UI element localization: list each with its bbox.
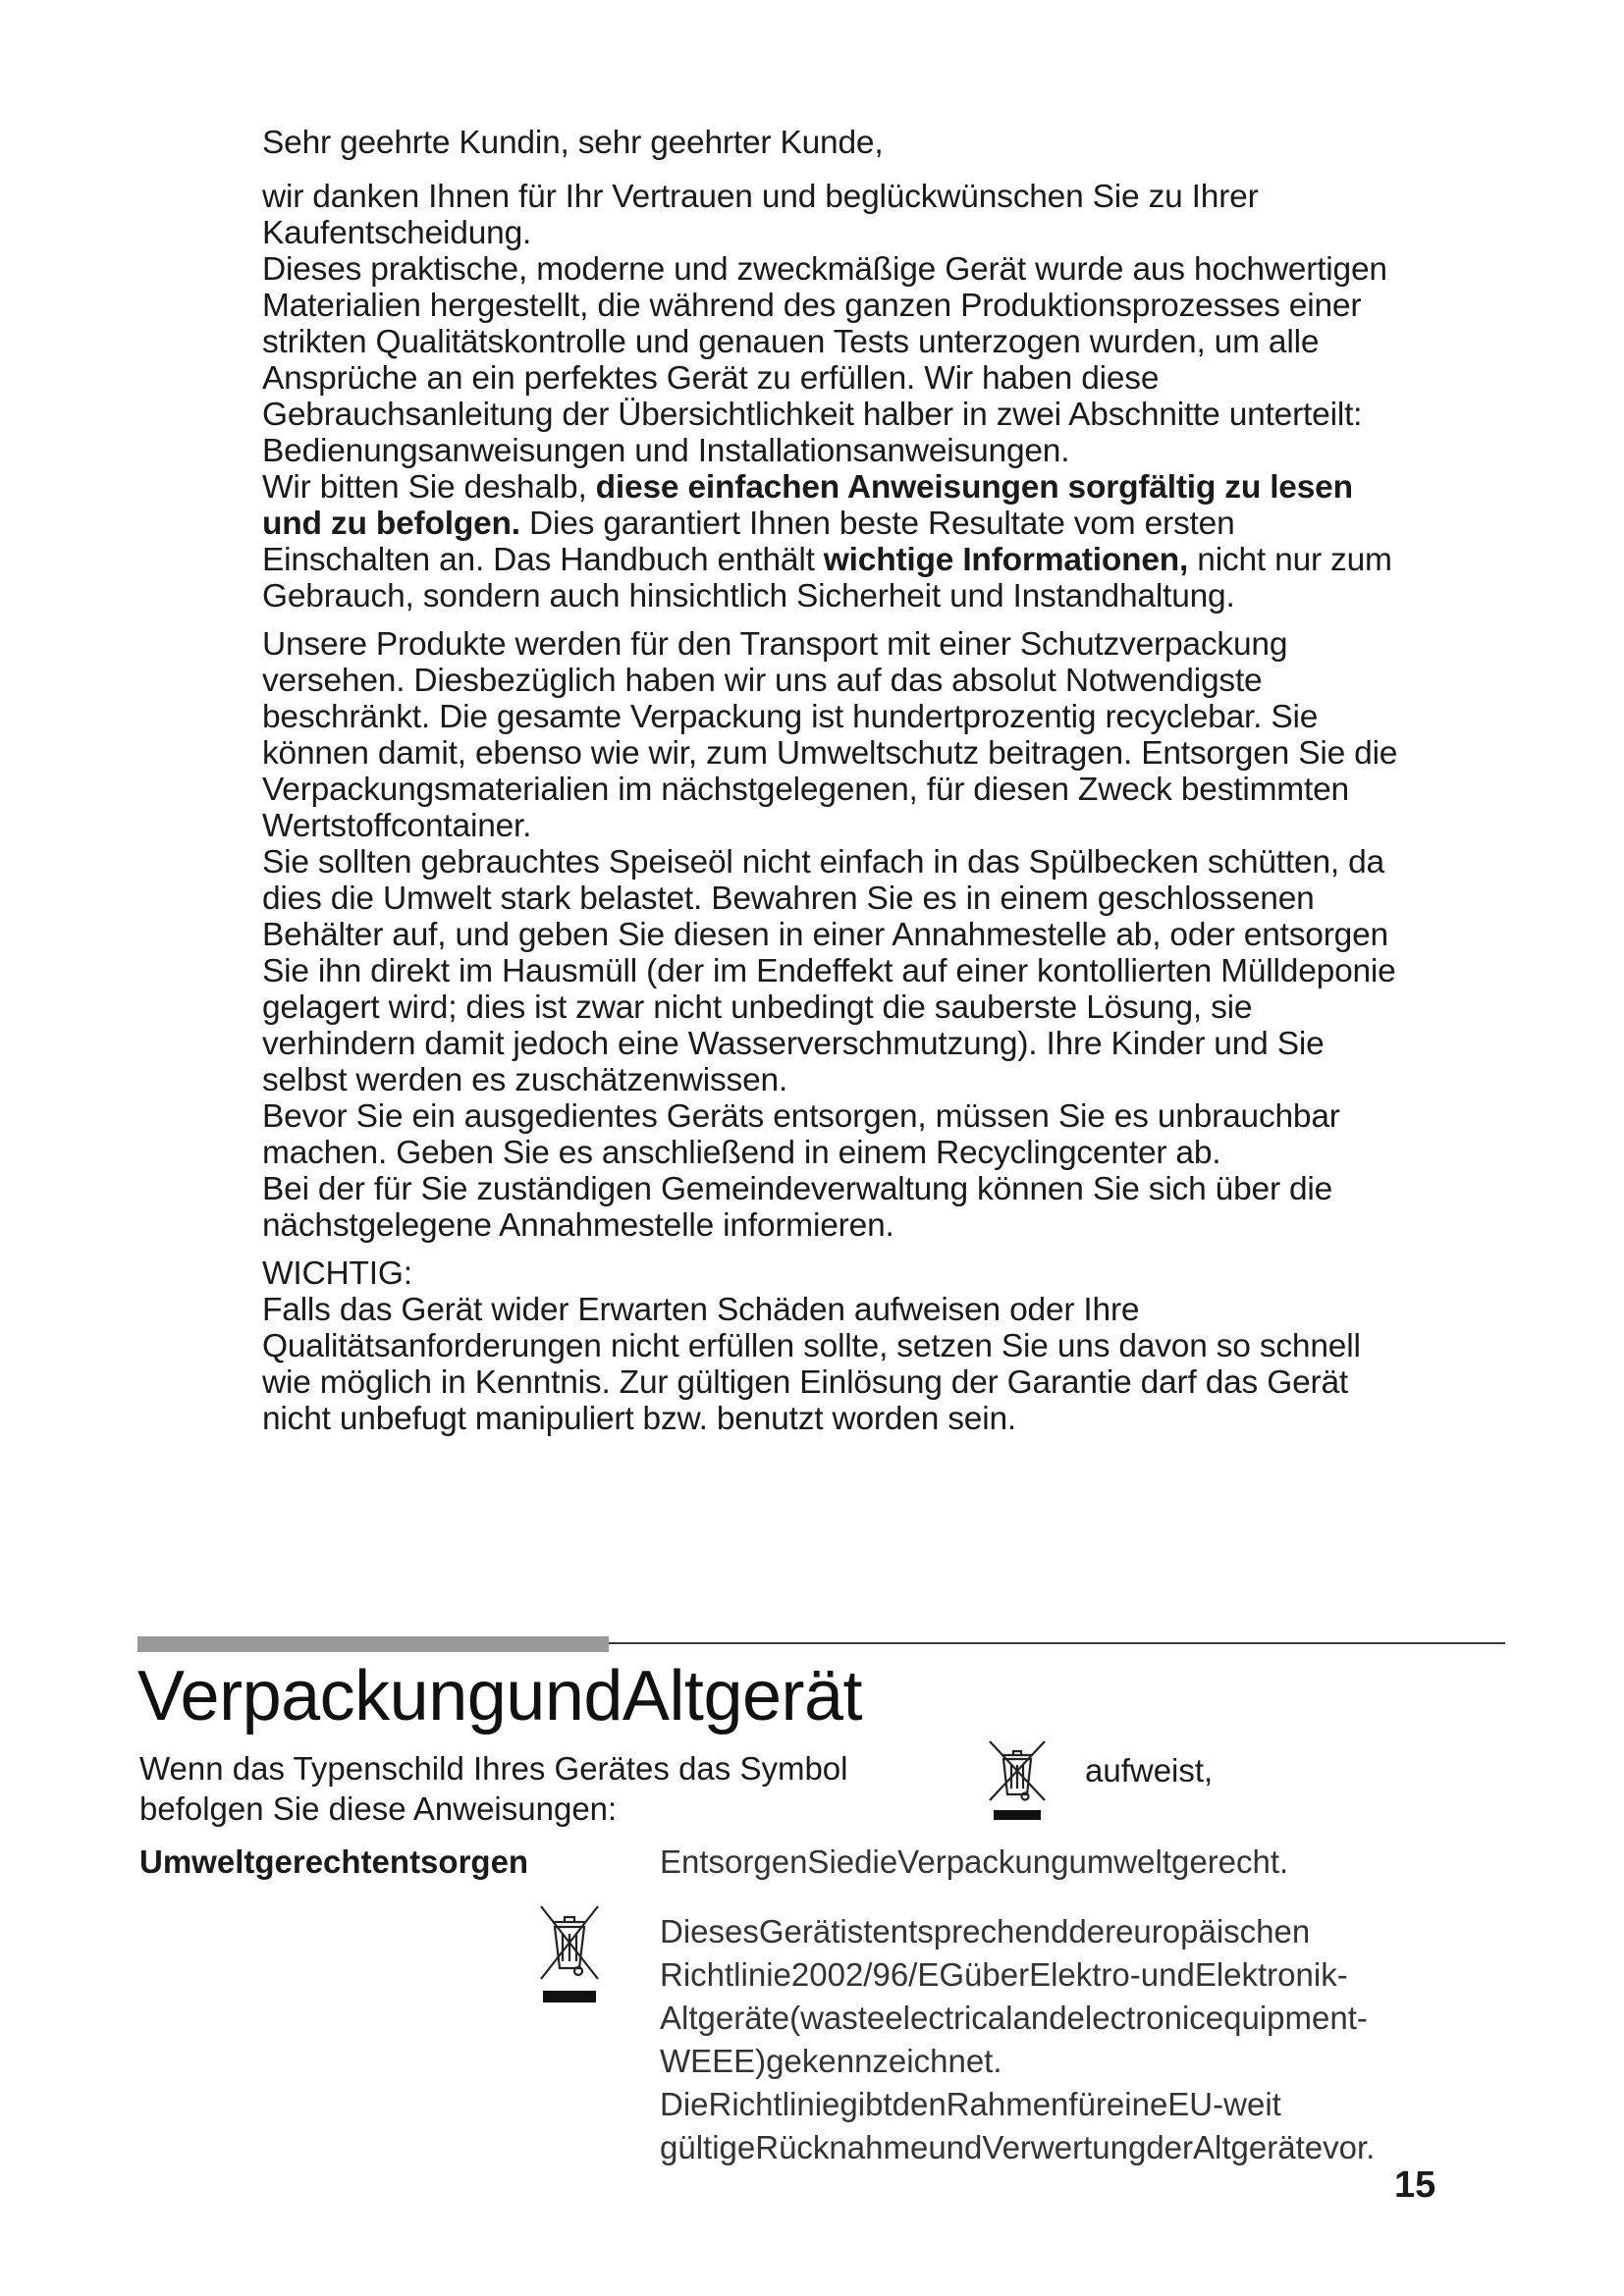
text-run: Dies garantiert Ihnen beste Resultate vom ersten Einschalten an. Das Handbuch enthält xyxy=(262,506,1235,578)
directive-line: Richtlinie2002/96/EGüberElektro-undElektronik- xyxy=(660,1956,1348,1993)
intro-line-1: Wenn das Typenschild Ihres Gerätes das Symbol xyxy=(139,1750,848,1787)
section-divider-accent xyxy=(137,1636,609,1652)
introduction-letter xyxy=(262,125,1401,1437)
intro-after-symbol: aufweist, xyxy=(1085,1752,1214,1789)
crossed-out-wheelie-bin-icon xyxy=(535,1896,604,2004)
directive-line: DieRichtliniegibtdenRahmenfüreineEU-weit xyxy=(660,2086,1281,2122)
paragraph-packaging: Unsere Produkte werden für den Transport mit einer Schutzverpackung versehen. Diesbezüglich haben wir uns auf das absolut Notwendigste beschränkt. Die gesamte Verpackung ist hundertprozentig recyclebar. Sie können damit, ebenso wie wir, zum Umweltschutz beitragen. Entsorgen Sie die Verpackungsmaterialien im nächstgelegenen, für diesen Zweck bestimmten Wertstoffcontainer. xyxy=(262,626,1398,844)
paragraph-disposal: Bevor Sie ein ausgedientes Geräts entsorgen, müssen Sie es unbrauchbar machen. Geben Sie es anschließend in einem Recyclingcenter ab. xyxy=(262,1098,1340,1171)
crossed-out-wheelie-bin-icon xyxy=(982,1735,1053,1822)
directive-line: WEEE)gekennzeichnet. xyxy=(660,2043,1002,2079)
bold-text-run: wichtige Informationen, xyxy=(823,542,1189,578)
directive-line: Altgeräte(wasteelectricalandelectronicequipment- xyxy=(660,2000,1368,2036)
paragraph-cooking-oil: Sie sollten gebrauchtes Speiseöl nicht einfach in das Spülbecken schütten, da dies die Umwelt stark belastet. Bewahren Sie es in einem geschlossenen Behälter auf, und geben Sie diesen in einer Annahmestelle ab, oder entsorgen Sie ihn direkt im Hausmüll (der im Endeffekt auf einer kontollierten Mülldeponie gelagert wird; dies ist zwar nicht unbedingt die sauberste Lösung, sie verhindern damit jedoch eine Wasserverschmutzung). Ihre Kinder und Sie selbst werden es zuschätzenwissen. xyxy=(262,844,1396,1098)
important-label: WICHTIG: xyxy=(262,1255,412,1292)
side-heading: Umweltgerechtentsorgen xyxy=(139,1843,529,1880)
paragraph-read-instructions xyxy=(262,469,1401,614)
section-title: VerpackungundAltgerät xyxy=(137,1657,863,1735)
paragraph-important: Falls das Gerät wider Erwarten Schäden aufweisen oder Ihre Qualitätsanforderungen nicht erfüllen sollte, setzen Sie uns davon so schnell wie möglich in Kenntnis. Zur gültigen Einlösung der Garantie darf das Gerät nicht unbefugt manipuliert bzw. benutzt worden sein. xyxy=(262,1292,1361,1437)
directive-line: DiesesGerätistentsprechenddereuropäischen xyxy=(660,1913,1311,1949)
page-number: 15 xyxy=(1394,2164,1436,2206)
text-run: nicht nur zum Gebrauch, sondern auch hinsichtlich Sicherheit und Instandhaltung. xyxy=(262,542,1392,614)
paragraph-municipality: Bei der für Sie zuständigen Gemeindeverwaltung können Sie sich über die nächstgelegene Annahmestelle informieren. xyxy=(262,1171,1333,1244)
text-run: Wir bitten Sie deshalb, xyxy=(262,469,596,506)
disposal-instruction: EntsorgenSiedieVerpackungumweltgerecht. xyxy=(660,1843,1289,1880)
weee-directive-text xyxy=(660,1910,1485,2169)
paragraph-thanks: wir danken Ihnen für Ihr Vertrauen und beglückwünschen Sie zu Ihrer Kaufentscheidung. xyxy=(262,179,1259,251)
directive-line: gültigeRücknahmeundVerwertungderAltgerätevor. xyxy=(660,2129,1376,2165)
paragraph-device-quality: Dieses praktische, moderne und zweckmäßige Gerät wurde aus hochwertigen Materialien hergestellt, die während des ganzen Produktionsprozesses einer strikten Qualitätskontrolle und genauen Tests unterzogen wurden, um alle Ansprüche an ein perfektes Gerät zu erfüllen. Wir haben diese Gebrauchsanleitung der Übersichtlichkeit halber in zwei Abschnitte unterteilt: Bedienungsanweisungen und Installationsanweisungen. xyxy=(262,251,1387,469)
bold-text-run: diese einfachen Anweisungen sorgfältig zu lesen und zu befolgen. xyxy=(262,469,1353,542)
greeting: Sehr geehrte Kundin, sehr geehrter Kunde, xyxy=(262,125,884,161)
intro-line-2: befolgen Sie diese Anweisungen: xyxy=(139,1790,618,1827)
